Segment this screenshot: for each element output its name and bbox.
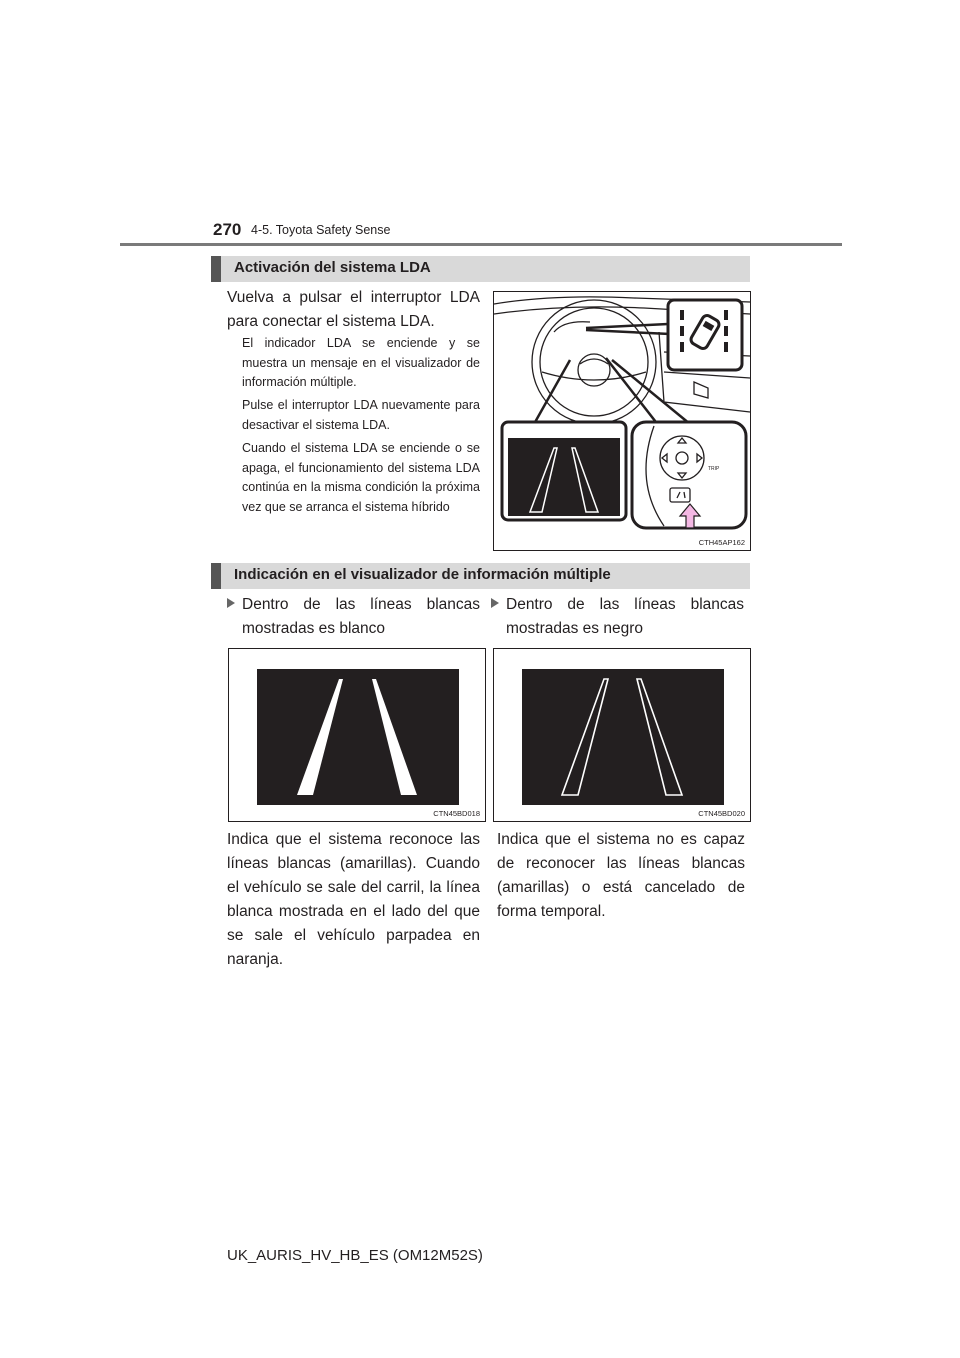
bullet-triangle-icon xyxy=(491,598,499,608)
lane-lines-white-illustration xyxy=(229,649,485,821)
bullet-black-case xyxy=(491,593,744,641)
steering-wheel-illustration xyxy=(494,292,750,550)
lda-switch-figure xyxy=(493,291,751,551)
display-figure-black xyxy=(493,648,751,822)
figure-code: CTH45AP162 xyxy=(698,538,745,547)
section-header-activation: Activación del sistema LDA xyxy=(211,256,750,282)
display-figure-white xyxy=(228,648,486,822)
figure-code: CTN45BD020 xyxy=(698,809,745,818)
section-header-indication: Indicación en el visualizador de información múltiple xyxy=(211,563,750,589)
manual-code: UK_AURIS_HV_HB_ES (OM12M52S) xyxy=(227,1247,483,1264)
description-white-case: Indica que el sistema reconoce las líneas blancas (amarillas). Cuando el vehículo se sale del carril, la línea blanca mostrada en el lado del que se sale el vehículo parpadea en naranja. xyxy=(227,831,480,968)
lane-lines-outline-illustration xyxy=(494,649,750,821)
bullet-triangle-icon xyxy=(227,598,235,608)
header-rule xyxy=(120,243,842,246)
bullet-text: Dentro de las líneas blancas mostradas es blanco xyxy=(242,596,480,637)
description-black-case: Indica que el sistema no es capaz de reconocer las líneas blancas (amarillas) o está cancelado de forma temporal. xyxy=(497,831,745,920)
activation-note: Pulse el interruptor LDA nuevamente para desactivar el sistema LDA. xyxy=(242,398,480,432)
trip-button-label: TRIP xyxy=(708,466,720,472)
bullet-white-case xyxy=(227,593,480,641)
bullet-text: Dentro de las líneas blancas mostradas es negro xyxy=(506,596,744,637)
activation-note: Cuando el sistema LDA se enciende o se apaga, el funcionamiento del sistema LDA continúa en la misma condición la próxima vez que se arranca el sistema híbrido xyxy=(242,441,480,514)
page-number: 270 xyxy=(213,220,242,239)
activation-instruction: Vuelva a pulsar el interruptor LDA para conectar el sistema LDA. xyxy=(227,289,480,330)
activation-note: El indicador LDA se enciende y se muestra un mensaje en el visualizador de información múltiple. xyxy=(242,336,480,389)
figure-code: CTN45BD018 xyxy=(433,809,480,818)
section-title: 4-5. Toyota Safety Sense xyxy=(251,223,391,237)
